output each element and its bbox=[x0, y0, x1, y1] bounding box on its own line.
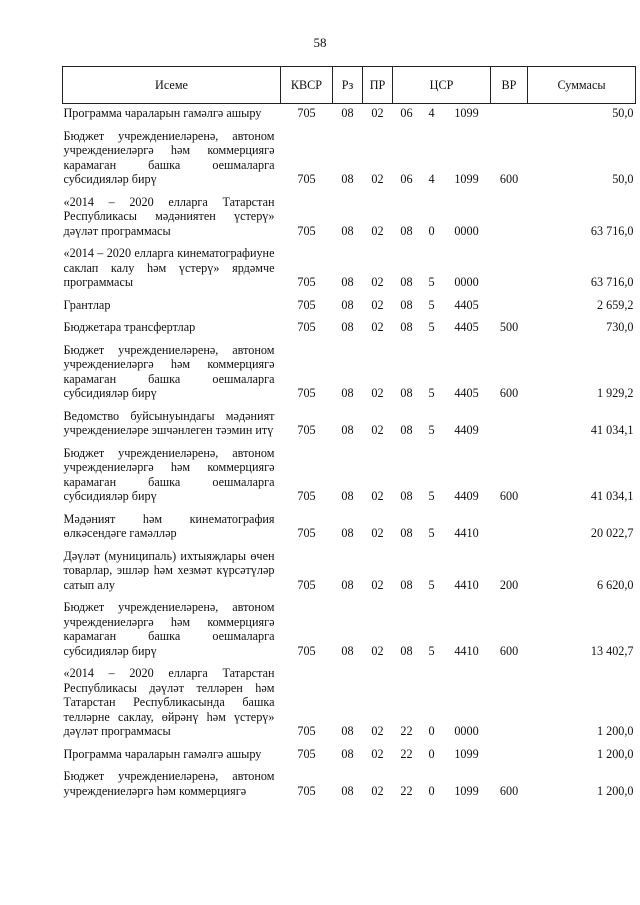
row-pr: 02 bbox=[371, 275, 384, 289]
row-vr bbox=[491, 293, 528, 316]
row-kvsr: 705 bbox=[297, 724, 316, 738]
header-kvsr: КВСР bbox=[281, 67, 333, 104]
table-row bbox=[63, 544, 636, 596]
row-name: Мәдәният һәм кинематография өлкәсендәге гамәлләр bbox=[63, 511, 275, 540]
table-row bbox=[63, 764, 636, 801]
row-kvsr: 705 bbox=[297, 320, 316, 334]
row-pr: 02 bbox=[371, 386, 384, 400]
row-csr-program: 06 bbox=[400, 106, 413, 120]
row-rz: 08 bbox=[341, 386, 354, 400]
row-name: «2014 – 2020 елларга кинематографиуне саклап калу һәм үстерү» ярдәмче программасы bbox=[63, 246, 275, 289]
row-vr bbox=[491, 104, 528, 124]
row-name: Бюджет учреждениеләренә, автоном учреждениеләргә һәм коммерциягә карамаган башка оешмаларга субсидияләр бирү bbox=[63, 128, 275, 186]
table-row bbox=[63, 595, 636, 661]
header-name: Исеме bbox=[63, 67, 281, 104]
row-csr-subprogram: 0 bbox=[428, 783, 435, 798]
row-csr-subprogram: 5 bbox=[428, 275, 435, 289]
row-csr-subprogram: 5 bbox=[428, 526, 435, 540]
row-rz: 08 bbox=[341, 423, 354, 437]
row-csr-subprogram: 4 bbox=[428, 106, 435, 120]
row-name: Грантлар bbox=[63, 297, 111, 312]
row-sum: 20 022,7 bbox=[590, 526, 634, 540]
row-csr-direction: 1099 bbox=[454, 106, 479, 120]
row-vr: 600 bbox=[499, 643, 519, 658]
row-csr-program: 08 bbox=[400, 386, 413, 400]
row-csr-direction: 1099 bbox=[454, 172, 479, 186]
table-row bbox=[63, 742, 636, 765]
row-csr-subprogram: 5 bbox=[428, 643, 435, 658]
row-sum: 63 716,0 bbox=[590, 223, 634, 238]
row-csr-program: 08 bbox=[400, 643, 413, 658]
row-csr-subprogram: 4 bbox=[428, 172, 435, 186]
row-name: Бюджет учреждениеләренә, автоном учреждениеләргә һәм коммерциягә карамаган башка оешмаларга субсидияләр бирү bbox=[63, 445, 275, 503]
row-rz: 08 bbox=[341, 172, 354, 186]
table-row bbox=[63, 190, 636, 242]
row-kvsr: 705 bbox=[297, 275, 316, 289]
row-csr-program: 08 bbox=[400, 526, 413, 540]
row-kvsr: 705 bbox=[297, 106, 316, 120]
row-kvsr: 705 bbox=[297, 643, 316, 658]
row-name: Ведомство буйсынуындагы мәдәният учреждениеләре эшчәнлеген тәэмин итү bbox=[63, 408, 275, 437]
row-sum: 41 034,1 bbox=[590, 423, 634, 437]
table-row bbox=[63, 338, 636, 404]
row-csr-program: 06 bbox=[400, 172, 413, 186]
row-csr-direction: 0000 bbox=[454, 275, 479, 289]
row-csr-program: 22 bbox=[400, 783, 413, 798]
row-name: Программа чараларын гамәлгә ашыру bbox=[63, 106, 262, 120]
row-sum: 50,0 bbox=[612, 106, 634, 120]
table-row bbox=[63, 661, 636, 742]
row-vr: 200 bbox=[499, 577, 519, 592]
row-pr: 02 bbox=[371, 746, 384, 761]
row-csr-subprogram: 0 bbox=[428, 746, 435, 761]
row-kvsr: 705 bbox=[297, 746, 316, 761]
row-pr: 02 bbox=[371, 297, 384, 312]
row-sum: 13 402,7 bbox=[590, 643, 634, 658]
table-row bbox=[63, 404, 636, 441]
row-csr-subprogram: 0 bbox=[428, 223, 435, 238]
row-kvsr: 705 bbox=[297, 577, 316, 592]
row-csr-direction: 4409 bbox=[454, 489, 479, 503]
row-csr-direction: 4410 bbox=[454, 643, 479, 658]
row-csr-subprogram: 5 bbox=[428, 577, 435, 592]
row-name: «2014 – 2020 елларга Татарстан Республикасы дәүләт телләрен һәм Татарстан Республикасында башка телләрне саклау, өйрәнү һәм үстерү» дәүләт программасы bbox=[63, 666, 275, 738]
header-sum: Суммасы bbox=[528, 67, 636, 104]
row-pr: 02 bbox=[371, 423, 384, 437]
row-csr-direction: 4410 bbox=[454, 526, 479, 540]
table-row bbox=[63, 241, 636, 293]
row-name: «2014 – 2020 елларга Татарстан Республикасы мәдәниятен үстерү» дәүләт программасы bbox=[63, 194, 275, 238]
row-rz: 08 bbox=[341, 577, 354, 592]
row-pr: 02 bbox=[371, 106, 384, 120]
row-rz: 08 bbox=[341, 223, 354, 238]
row-rz: 08 bbox=[341, 746, 354, 761]
row-csr-direction: 0000 bbox=[454, 724, 479, 738]
row-rz: 08 bbox=[341, 783, 354, 798]
header-rz: Рз bbox=[333, 67, 363, 104]
row-csr-program: 22 bbox=[400, 724, 413, 738]
row-pr: 02 bbox=[371, 577, 384, 592]
row-csr-subprogram: 5 bbox=[428, 320, 435, 334]
row-csr-direction: 4405 bbox=[454, 386, 479, 400]
row-kvsr: 705 bbox=[297, 223, 316, 238]
row-vr: 600 bbox=[499, 172, 519, 186]
row-rz: 08 bbox=[341, 297, 354, 312]
row-vr: 500 bbox=[499, 320, 519, 334]
row-sum: 1 200,0 bbox=[596, 783, 634, 798]
row-rz: 08 bbox=[341, 489, 354, 503]
row-pr: 02 bbox=[371, 783, 384, 798]
row-csr-program: 08 bbox=[400, 223, 413, 238]
row-csr-direction: 4405 bbox=[454, 320, 479, 334]
row-csr-program: 08 bbox=[400, 577, 413, 592]
row-kvsr: 705 bbox=[297, 783, 316, 798]
row-csr-subprogram: 5 bbox=[428, 297, 435, 312]
row-rz: 08 bbox=[341, 526, 354, 540]
table-row bbox=[63, 104, 636, 124]
row-csr-direction: 4405 bbox=[454, 297, 479, 312]
header-pr: ПР bbox=[363, 67, 393, 104]
row-rz: 08 bbox=[341, 106, 354, 120]
row-sum: 1 929,2 bbox=[596, 386, 634, 400]
row-rz: 08 bbox=[341, 643, 354, 658]
header-csr: ЦСР bbox=[393, 67, 491, 104]
row-sum: 730,0 bbox=[606, 320, 634, 334]
row-csr-direction: 1099 bbox=[454, 783, 479, 798]
row-vr bbox=[491, 661, 528, 742]
row-rz: 08 bbox=[341, 275, 354, 289]
row-kvsr: 705 bbox=[297, 297, 316, 312]
table-header-row bbox=[63, 67, 636, 104]
row-name: Бюджет учреждениеләренә, автоном учреждениеләргә һәм коммерциягә карамаган башка оешмаларга субсидияләр бирү bbox=[63, 342, 275, 400]
row-kvsr: 705 bbox=[297, 526, 316, 540]
row-name: Программа чараларын гамәлгә ашыру bbox=[63, 746, 262, 761]
row-rz: 08 bbox=[341, 320, 354, 334]
row-csr-direction: 4409 bbox=[454, 423, 479, 437]
row-kvsr: 705 bbox=[297, 489, 316, 503]
row-csr-direction: 4410 bbox=[454, 577, 479, 592]
row-vr: 600 bbox=[499, 386, 519, 400]
header-vr: ВР bbox=[491, 67, 528, 104]
row-csr-program: 08 bbox=[400, 423, 413, 437]
row-kvsr: 705 bbox=[297, 386, 316, 400]
row-sum: 41 034,1 bbox=[590, 489, 634, 503]
row-vr bbox=[491, 190, 528, 242]
row-pr: 02 bbox=[371, 172, 384, 186]
row-sum: 1 200,0 bbox=[596, 724, 634, 738]
table-row bbox=[63, 507, 636, 544]
table-row bbox=[63, 441, 636, 507]
table-row bbox=[63, 293, 636, 316]
row-pr: 02 bbox=[371, 643, 384, 658]
table-row bbox=[63, 124, 636, 190]
row-csr-program: 22 bbox=[400, 746, 413, 761]
row-vr bbox=[491, 241, 528, 293]
row-sum: 2 659,2 bbox=[596, 297, 634, 312]
row-pr: 02 bbox=[371, 724, 384, 738]
row-csr-subprogram: 5 bbox=[428, 386, 435, 400]
row-csr-program: 08 bbox=[400, 275, 413, 289]
row-vr bbox=[491, 507, 528, 544]
row-csr-program: 08 bbox=[400, 489, 413, 503]
row-vr: 600 bbox=[499, 489, 519, 503]
row-name: Бюджет учреждениеләренә, автоном учреждениеләргә һәм коммерциягә bbox=[63, 769, 275, 798]
row-sum: 6 620,0 bbox=[596, 577, 634, 592]
row-pr: 02 bbox=[371, 489, 384, 503]
row-name: Бюджетара трансфертлар bbox=[63, 320, 196, 334]
row-csr-program: 08 bbox=[400, 297, 413, 312]
budget-table bbox=[62, 66, 636, 801]
row-kvsr: 705 bbox=[297, 172, 316, 186]
row-pr: 02 bbox=[371, 320, 384, 334]
row-rz: 08 bbox=[341, 724, 354, 738]
row-sum: 50,0 bbox=[612, 172, 634, 186]
row-name: Бюджет учреждениеләренә, автоном учреждениеләргә һәм коммерциягә карамаган башка оешмаларга субсидияләр бирү bbox=[63, 600, 275, 658]
row-csr-subprogram: 5 bbox=[428, 423, 435, 437]
row-sum: 63 716,0 bbox=[590, 275, 634, 289]
row-vr: 600 bbox=[499, 783, 519, 798]
row-kvsr: 705 bbox=[297, 423, 316, 437]
row-csr-subprogram: 5 bbox=[428, 489, 435, 503]
row-name: Дәүләт (муниципаль) ихтыяҗлары өчен товарлар, эшләр һәм хезмәт күрсәтүләр сатып алу bbox=[63, 548, 275, 592]
row-csr-direction: 1099 bbox=[454, 746, 479, 761]
row-csr-direction: 0000 bbox=[454, 223, 479, 238]
row-pr: 02 bbox=[371, 223, 384, 238]
row-csr-subprogram: 0 bbox=[428, 724, 435, 738]
row-pr: 02 bbox=[371, 526, 384, 540]
row-sum: 1 200,0 bbox=[596, 746, 634, 761]
row-vr bbox=[491, 742, 528, 765]
page-number: 58 bbox=[313, 35, 327, 50]
table-row bbox=[63, 315, 636, 338]
row-csr-program: 08 bbox=[400, 320, 413, 334]
row-vr bbox=[491, 404, 528, 441]
